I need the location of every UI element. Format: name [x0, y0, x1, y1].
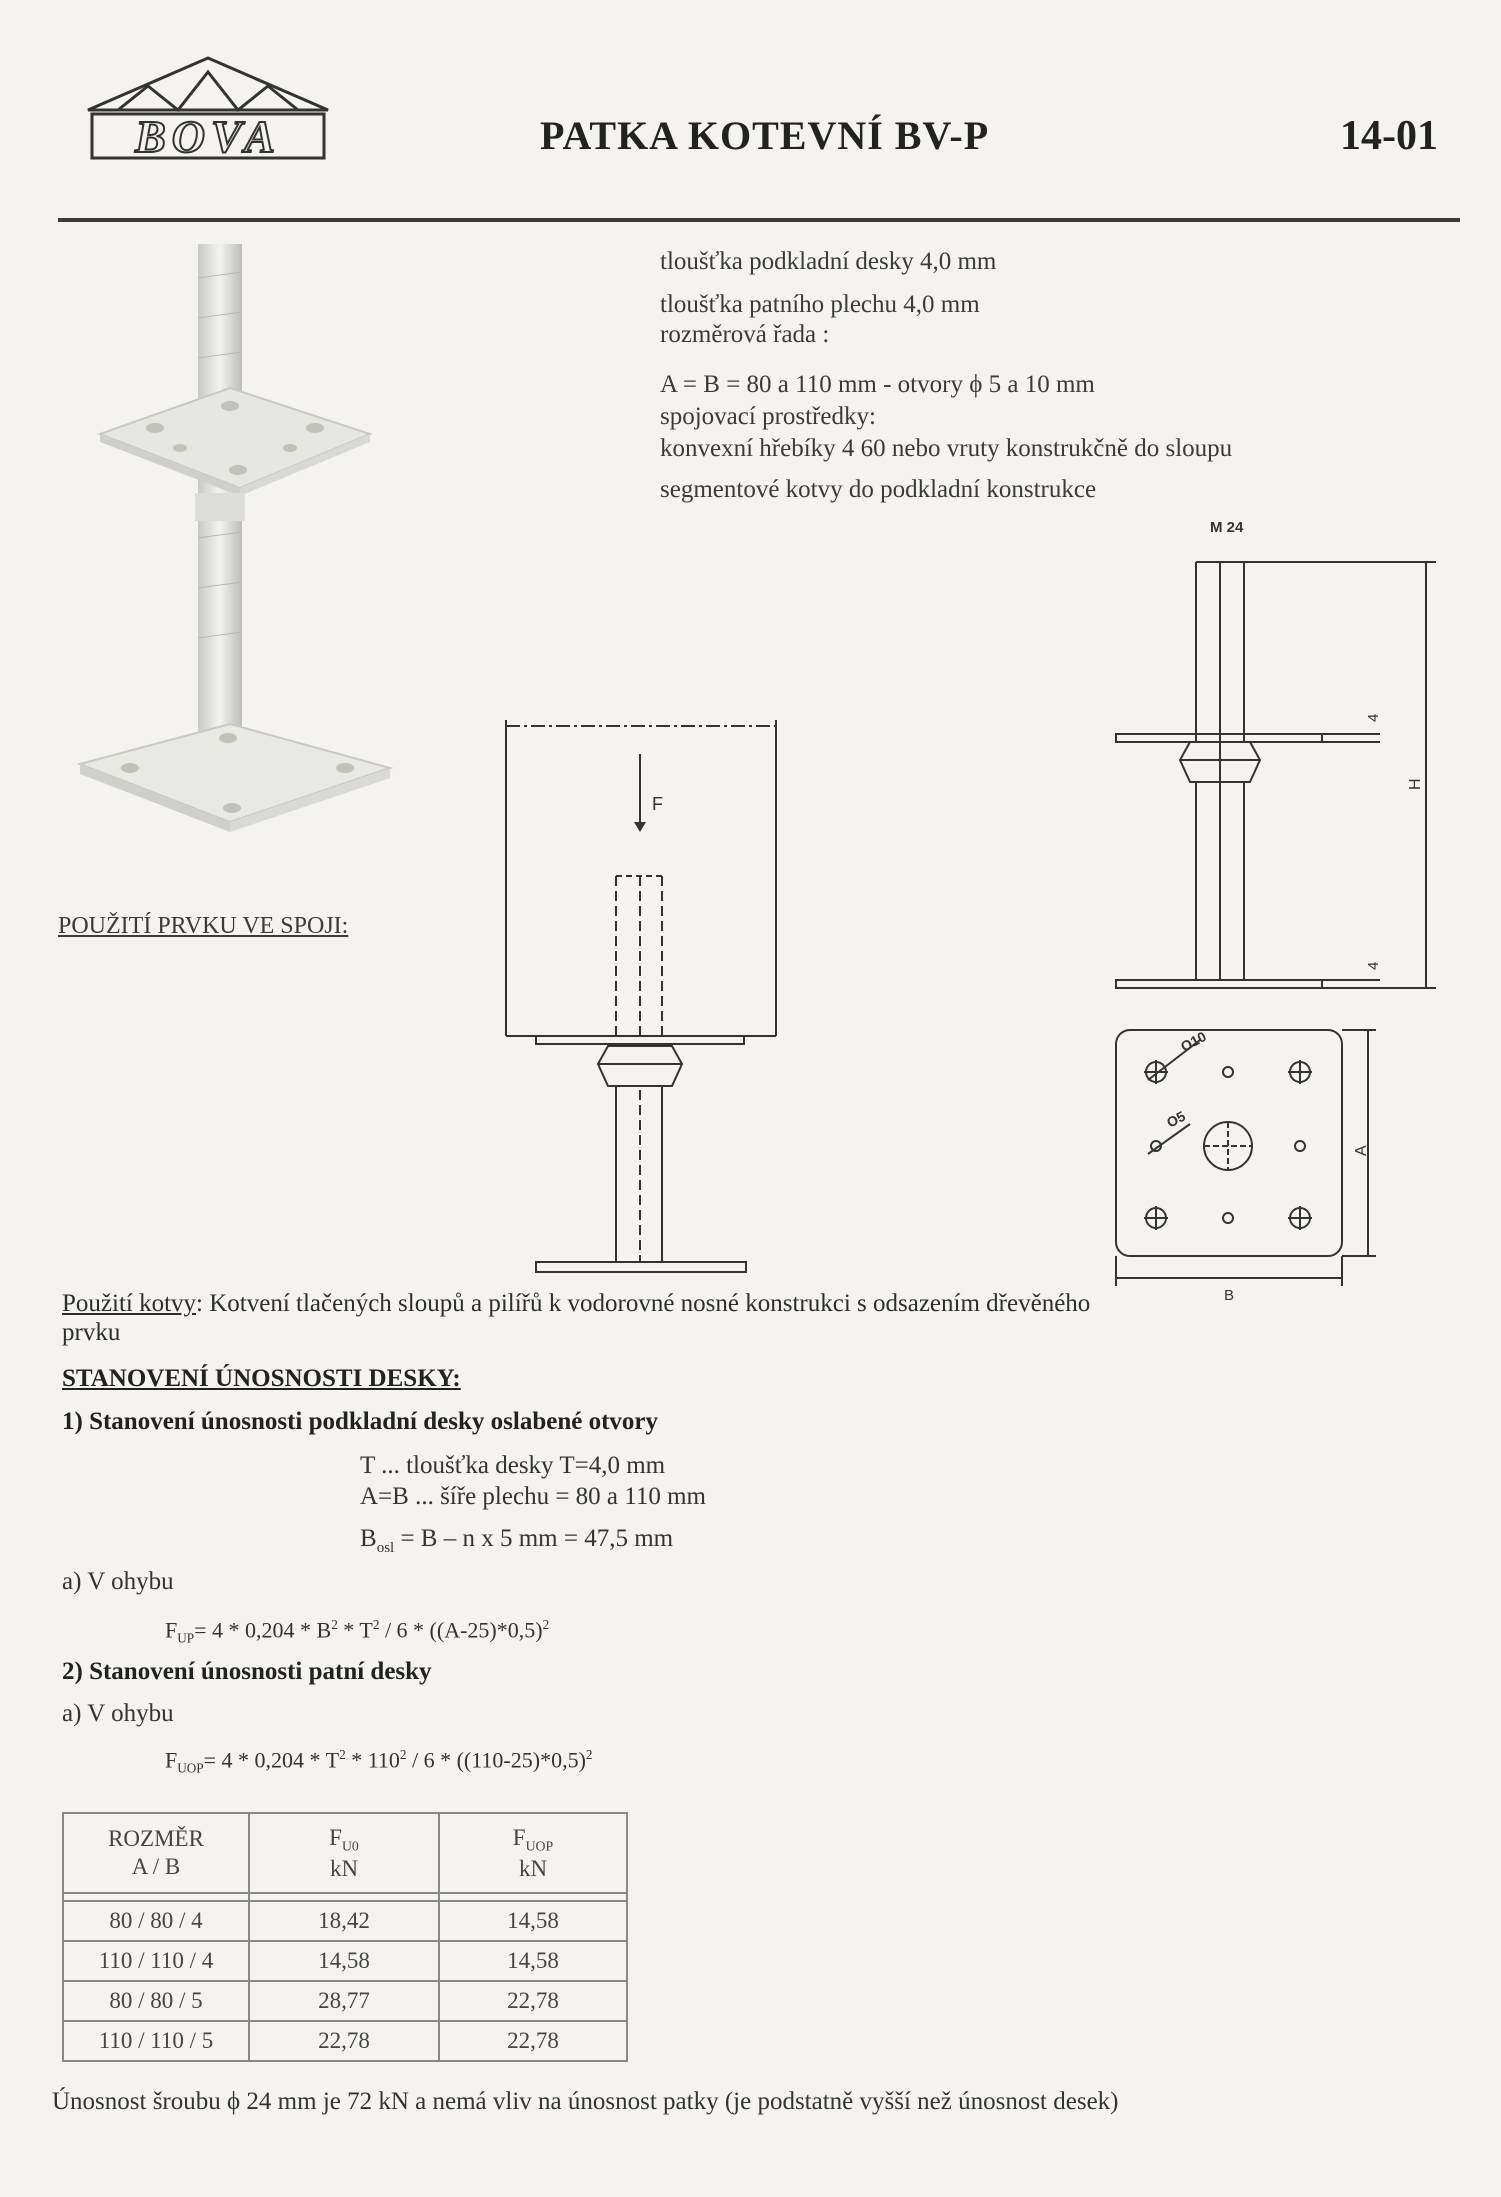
- svg-text:B: B: [1224, 1287, 1235, 1304]
- def-width: A=B ... šíře plechu = 80 a 110 mm: [360, 1483, 706, 1510]
- header-rule: [58, 218, 1460, 222]
- table-header-row: [63, 1813, 627, 1893]
- table-row: [63, 1901, 627, 1941]
- usage-label: Použití kotvy: [62, 1290, 197, 1317]
- usage-caption: POUŽITÍ PRVKU VE SPOJI:: [58, 913, 349, 939]
- cell-fuop: 22,78: [439, 1981, 627, 2021]
- cell-size: 80 / 80 / 4: [63, 1901, 249, 1941]
- svg-text:O5: O5: [1163, 1107, 1188, 1131]
- part1-heading: 1) Stanovení únosnosti podkladní desky oslabené otvory: [62, 1408, 658, 1435]
- spec-line: konvexní hřebíky 4 60 nebo vruty konstrukčně do sloupu: [660, 435, 1233, 462]
- svg-text:O10: O10: [1177, 1028, 1209, 1055]
- part2-heading: 2) Stanovení únosnosti patní desky: [62, 1658, 432, 1685]
- svg-text:4: 4: [1365, 961, 1382, 970]
- spec-line: spojovací prostředky:: [660, 403, 876, 430]
- formula-fup: $F_{UP}= 4 * 0,204 * B^2 * T^2 / 6 * ((A-25)*0,5)^2$: [165, 1617, 550, 1646]
- cell-size: 110 / 110 / 5: [63, 2021, 249, 2061]
- cell-size: 110 / 110 / 4: [63, 1941, 249, 1981]
- def-bosl: $B_{osl} = B - n$ x 5 mm = 47,5 mm: [360, 1525, 674, 1556]
- spec-line: tloušťka podkladní desky 4,0 mm: [660, 248, 997, 275]
- table-spacer: [63, 1893, 627, 1901]
- cell-fuop: 14,58: [439, 1941, 627, 1981]
- usage-paragraph: [62, 1290, 1102, 1348]
- spec-line: tloušťka patního plechu 4,0 mm: [660, 291, 980, 318]
- table-row: [63, 1981, 627, 2021]
- def-thickness: T ... tloušťka desky T=4,0 mm: [360, 1452, 666, 1479]
- cell-fuop: 14,58: [439, 1901, 627, 1941]
- svg-text:A: A: [1353, 1145, 1370, 1156]
- bova-logo: [78, 52, 338, 164]
- capacity-table: [62, 1812, 628, 2062]
- part2-bending-label: a) V ohybu: [62, 1700, 174, 1727]
- col-fu0-header: $F_{U0}$ kN: [249, 1813, 439, 1893]
- spec-line: rozměrová řada :: [660, 321, 830, 348]
- product-photo: [60, 238, 400, 858]
- cell-fuop: 22,78: [439, 2021, 627, 2061]
- spec-line: A = B = 80 a 110 mm - otvory ϕ 5 a 10 mm: [660, 371, 1095, 398]
- spec-line: segmentové kotvy do podkladní konstrukce: [660, 476, 1097, 503]
- table-row: [63, 1941, 627, 1981]
- svg-text:M 24: M 24: [1210, 519, 1244, 536]
- page-code: 14-01: [1340, 113, 1438, 159]
- cell-fu0: 28,77: [249, 1981, 439, 2021]
- cell-size: 80 / 80 / 5: [63, 1981, 249, 2021]
- col-fuop-header: $F_{UOP}$ kN: [439, 1813, 627, 1893]
- footer-note: Únosnost šroubu ϕ 24 mm je 72 kN a nemá vliv na únosnost patky (je podstatně vyšší než únosnost desek): [52, 2088, 1119, 2115]
- formula-fuop: $F_{UOP}= 4 * 0,204 * T^2 * 110^2 / 6 * ((110-25)*0,5)^2$: [165, 1747, 593, 1776]
- part1-bending-label: a) V ohybu: [62, 1568, 174, 1595]
- usage-text: : Kotvení tlačených sloupů a pilířů k vodorovné nosné konstrukci s odsazením dřevěného prvku: [62, 1290, 1091, 1346]
- svg-text:BOVA: BOVA: [135, 111, 281, 162]
- svg-text:H: H: [1407, 778, 1424, 790]
- svg-text:4: 4: [1365, 713, 1382, 722]
- cell-fu0: 18,42: [249, 1901, 439, 1941]
- cell-fu0: 14,58: [249, 1941, 439, 1981]
- col-size-header: ROZMĚR A / B: [63, 1813, 249, 1893]
- technical-drawing: [480, 510, 1480, 1310]
- cell-fu0: 22,78: [249, 2021, 439, 2061]
- page-title: PATKA KOTEVNÍ BV-P: [540, 113, 990, 158]
- svg-text:F: F: [652, 794, 663, 814]
- section-heading: STANOVENÍ ÚNOSNOSTI DESKY:: [62, 1365, 461, 1392]
- table-row: [63, 2021, 627, 2061]
